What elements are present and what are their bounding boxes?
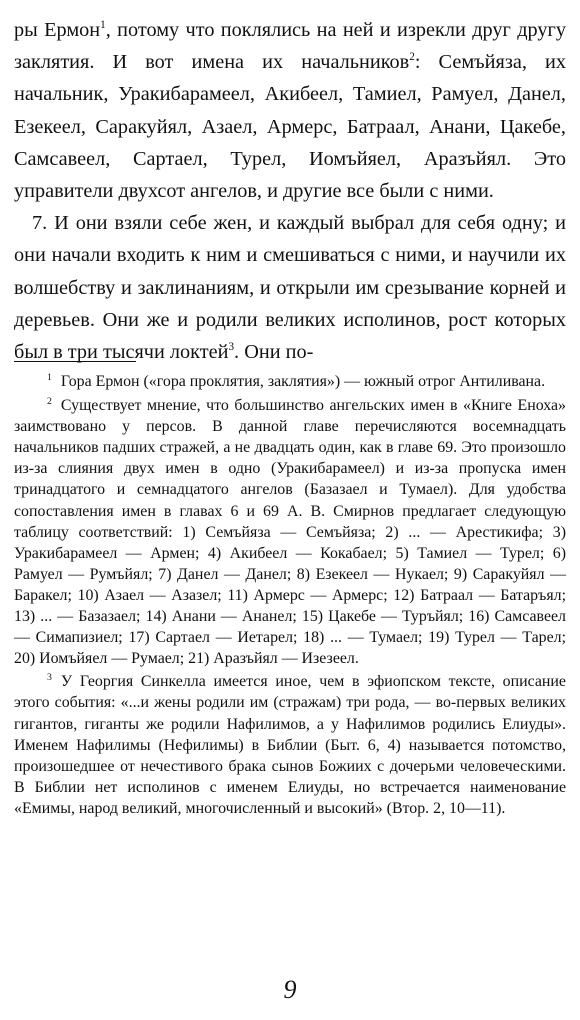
footnote-mark: 3 xyxy=(47,672,52,684)
footnote-3 xyxy=(14,671,566,819)
footnote-text: У Георгия Синкелла имеется иное, чем в эфиопском тексте, описание этого события: «...и жены родили им (стражам) три рода, — во-первых великих гигантов, гиганты же родили Нафилимов, а у Нафилимов родились Елиуды». Именем Нафилимы (Нефилимы) в Библии (Быт. 6, 4) называется потомство, произошедшее от нечестивого брака сынов Божиих с дочерьми человеческими. В Библии нет исполинов с именем Елиуды, но встречается наименование «Емимы, народ великий, многочисленный и высокий» (Втор. 2, 10—11). xyxy=(14,673,566,817)
main-text xyxy=(14,14,566,368)
footnote-mark: 2 xyxy=(47,395,52,407)
footnotes xyxy=(14,371,566,819)
footnote-text: Гора Ермон («гора проклятия, заклятия») — южный отрог Антиливана. xyxy=(60,373,546,390)
p1-text-c: : Семъйяза, их начальник, Уракибарамеел, Акибеел, Тамиел, Рамуел, Данел, Езекеел, Саракуйял, Азаел, Армерс, Батраал, Анани, Цакебе, Самсавеел, Сартаел, Турел, Иомъйяел, Аразъйял. Это управители двухсот ангелов, и другие все были с ними. xyxy=(14,51,567,203)
footnote-mark: 1 xyxy=(47,371,52,383)
footnote-2 xyxy=(14,395,566,669)
p1-text-a: ры Ермон xyxy=(14,19,101,41)
footnote-ref-2: 2 xyxy=(409,51,415,64)
footnote-text: Существует мнение, что большинство ангельских имен в «Книге Еноха» заимствовано у персов. В данной главе перечисляются восемнадцать начальников падших стражей, а не двадцать один, как в главе 69. Это произошло из-за слияния двух имен в одно (Уракибарамеел) и из-за пропуска имен тринадцатого и семнадцатого ангелов (Базазаел и Тумаел). Для удобства сопоставления имен в главах 6 и 69 А. В. Смирнов предлагает следующую таблицу соответствий: 1) Семъйяза — Семъйяза; 2) ... — Арестикифа; 3) Уракибарамеел — Армен; 4) Акибеел — Кокабаел; 5) Тамиел — Турел; 6) Рамуел — Румъйял; 7) Данел — Данел; 8) Езекеел — Нукаел; 9) Саракуйял — Баракел; 10) Азаел — Азазел; 11) Армерс — Армерс; 12) Батраал — Батаръял; 13) ... — Базазаел; 14) Анани — Ананел; 15) Цакебе — Туръйял; 16) Самсавеел — Симапизиел; 17) Сартаел — Иетарел; 18) ... — Тумаел; 19) Турел — Тарел; 20) Иомъйяел — Румаел; 21) Аразъйял — Изезеел. xyxy=(14,397,566,668)
p2-text-b: . Они по- xyxy=(234,341,314,364)
footnote-divider xyxy=(14,361,136,362)
footnote-ref-1: 1 xyxy=(100,19,106,32)
paragraph-7 xyxy=(14,207,566,368)
footnote-1 xyxy=(14,371,566,392)
p1-text-b: , потому что поклялись на ней и изрекли друг другу заклятия. И вот имена их начальников xyxy=(14,19,566,74)
p2-text-a: 7. И они взяли себе жен, и каждый выбрал для себя одну; и они начали входить к ним и смешиваться с ними, и научили их волшебству и заклинаниям, и открыли им срезывание корней и деревьев. Они же и родили великих исполинов, рост которых был в три тысячи локтей xyxy=(14,212,566,364)
paragraph-1 xyxy=(14,14,566,207)
page-number: 9 xyxy=(283,975,297,1004)
footnote-ref-3: 3 xyxy=(228,341,235,354)
